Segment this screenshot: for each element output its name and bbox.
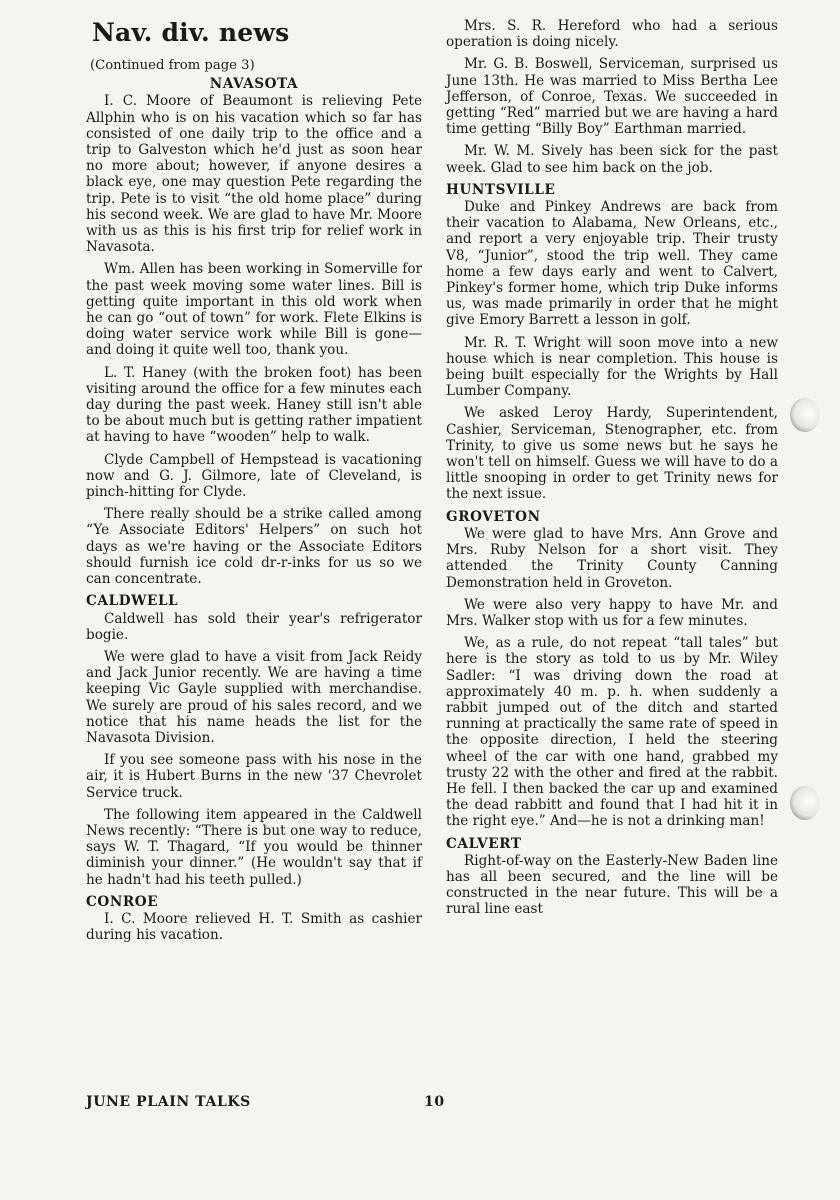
article-paragraph: We were glad to have Mrs. Ann Grove and Mrs. Ruby Nelson for a short visit. They attended the Trinity County Canning Demonstration held in Groveton. bbox=[446, 525, 778, 591]
continued-note: (Continued from page 3) bbox=[90, 58, 255, 73]
article-paragraph: Mr. W. M. Sively has been sick for the past week. Glad to see him back on the job. bbox=[446, 143, 778, 176]
article-paragraph: We were glad to have a visit from Jack Reidy and Jack Junior recently. We are having a time keeping Vic Gayle supplied with merchandise. We surely are proud of his sales record, and we notice that his name heads the list for the Navasota Division. bbox=[86, 648, 422, 746]
page-number: 10 bbox=[424, 1094, 445, 1110]
section-heading-caldwell: CALDWELL bbox=[86, 593, 179, 610]
section-heading-calvert: CALVERT bbox=[446, 835, 522, 852]
article-paragraph: Mr. G. B. Boswell, Serviceman, surprised us June 13th. He was married to Miss Bertha Lee Jefferson, of Conroe, Texas. We succeeded in getting “Red” married but we are having a hard time getting “Billy Boy” Earthman married. bbox=[446, 56, 778, 138]
article-paragraph: Caldwell has sold their year's refrigerator bogie. bbox=[86, 610, 422, 643]
article-paragraph: Duke and Pinkey Andrews are back from their vacation to Alabama, New Orleans, etc., and report a very enjoyable trip. Their trusty V8, “Junior”, stood the trip well. They came home a few days early and went to Calvert, Pinkey's former home, which trip Duke informs us, was made primarily in order that he might give Emory Barrett a lesson in golf. bbox=[446, 199, 778, 329]
article-paragraph: Mrs. S. R. Hereford who had a serious operation is doing nicely. bbox=[446, 18, 778, 51]
left-column bbox=[86, 18, 422, 949]
section-heading-conroe: CONROE bbox=[86, 893, 159, 910]
article-paragraph: I. C. Moore relieved H. T. Smith as cashier during his vacation. bbox=[86, 910, 422, 944]
page-title: Nav. div. news bbox=[92, 18, 290, 47]
section-heading-navasota: NAVASOTA bbox=[209, 76, 299, 93]
article-paragraph: L. T. Haney (with the broken foot) has been visiting around the office for a few minutes each day during the past week. Haney still isn't able to be about much but is getting rather impatient at having to have “wooden” help to walk. bbox=[86, 364, 422, 446]
binder-hole-icon bbox=[790, 398, 820, 432]
article-paragraph: We asked Leroy Hardy, Superintendent, Cashier, Serviceman, Stenographer, etc. from Trinity, to give us some news but he says he won't tell on himself. Guess we will have to do a little snooping in order to get Trinity news for the next issue. bbox=[446, 405, 778, 503]
article-paragraph: Wm. Allen has been working in Somerville for the past week moving some water lines. Bill is getting quite important in this old work when he can go “out of town” for work. Flete Elkins is doing water service work while Bill is gone—and doing it quite well too, thank you. bbox=[86, 261, 422, 359]
right-column bbox=[446, 18, 778, 924]
article-paragraph: I. C. Moore of Beaumont is relieving Pete Allphin who is on his vacation which so far has consisted of one daily trip to the office and a trip to Galveston which he'd just as soon hear no more about; however, if anyone desires a black eye, one may question Pete regarding the trip. Pete is to visit “the old home place” during his second week. We are glad to have Mr. Moore with us as this is his first trip for relief work in Navasota. bbox=[86, 93, 422, 256]
section-heading-huntsville: HUNTSVILLE bbox=[446, 181, 556, 198]
article-paragraph: Right-of-way on the Easterly-New Baden line has all been secured, and the line will be constructed in the near future. This will be a rural line east bbox=[446, 852, 778, 918]
article-paragraph: There really should be a strike called among “Ye Associate Editors' Helpers” on such hot days as we're having or the Associate Editors should furnish ice cold dr-r-inks for us so we can concentrate. bbox=[86, 506, 422, 588]
section-heading-groveton: GROVETON bbox=[446, 508, 541, 525]
article-paragraph: The following item appeared in the Caldwell News recently: “There is but one way to reduce, says W. T. Thagard, “If you would be thinner diminish your dinner.” (He wouldn't say that if he hadn't had his teeth pulled.) bbox=[86, 806, 422, 888]
page-footer bbox=[86, 1094, 466, 1110]
article-paragraph: If you see someone pass with his nose in the air, it is Hubert Burns in the new '37 Chevrolet Service truck. bbox=[86, 752, 422, 801]
article-paragraph: Clyde Campbell of Hempstead is vacationing now and G. J. Gilmore, late of Cleveland, is pinch-hitting for Clyde. bbox=[86, 451, 422, 501]
article-paragraph: We were also very happy to have Mr. and Mrs. Walker stop with us for a few minutes. bbox=[446, 596, 778, 629]
binder-hole-icon bbox=[790, 786, 820, 820]
publication-name: JUNE PLAIN TALKS bbox=[86, 1094, 251, 1110]
article-paragraph: We, as a rule, do not repeat “tall tales” but here is the story as told to us by Mr. Wiley Sadler: “I was driving down the road at approximately 40 m. p. h. when suddenly a rabbit jumped out of the ditch and started running at practically the same rate of speed in the opposite direction, I held the steering wheel of the car with one hand, grabbed my trusty 22 with the other and fired at the rabbit. He fell. I then backed the car up and examined the dead rabbitt and found that I had hit it in the right eye.” And—he is not a drinking man! bbox=[446, 635, 778, 830]
article-paragraph: Mr. R. T. Wright will soon move into a new house which is near completion. This house is being built especially for the Wrights by Hall Lumber Company. bbox=[446, 334, 778, 400]
